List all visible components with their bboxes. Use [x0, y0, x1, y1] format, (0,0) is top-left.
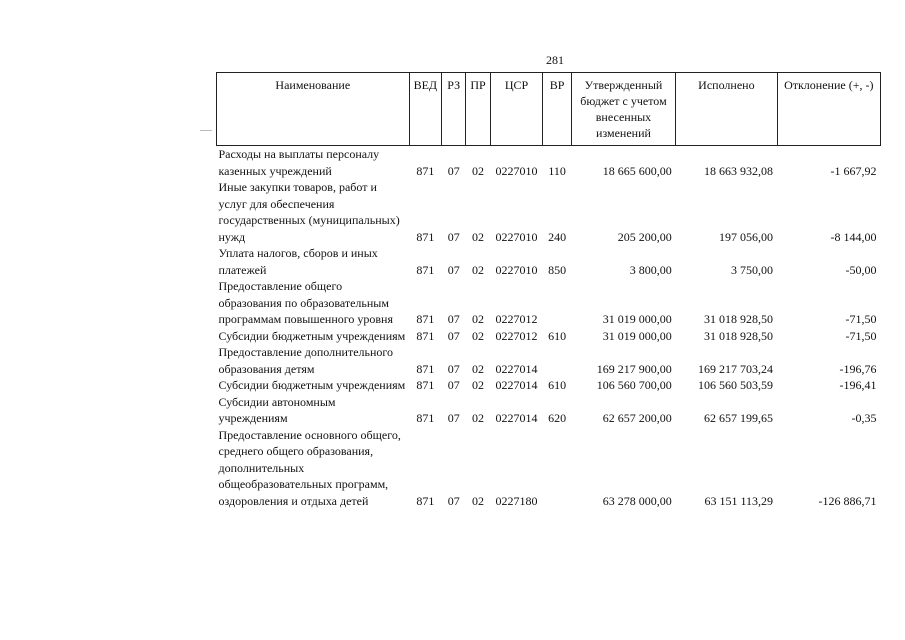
cell-rz: 07 — [447, 378, 460, 392]
header-executed: Исполнено — [676, 73, 777, 146]
cell-ved: 871 — [416, 229, 435, 244]
table-row — [217, 427, 881, 510]
cell-pr: 02 — [472, 229, 485, 244]
cell-vr — [543, 278, 571, 328]
cell-executed: 3 750,00 — [731, 262, 774, 277]
cell-ved: 871 — [416, 378, 435, 392]
cell-approved: 169 217 900,00 — [596, 361, 672, 376]
cell-vr: 240 — [548, 229, 567, 244]
cell-csr: 0227180 — [495, 493, 538, 508]
cell-pr: 02 — [472, 328, 485, 343]
cell-name: Субсидии бюджетным учреждениям — [218, 328, 406, 343]
header-rz: РЗ — [442, 73, 466, 146]
cell-executed: 63 151 113,29 — [704, 493, 774, 508]
cell-approved: 18 665 600,00 — [602, 163, 672, 178]
cell-ved: 871 — [416, 163, 435, 178]
cell-csr: 0227014 — [495, 411, 538, 425]
cell-deviation: -8 144,00 — [830, 229, 877, 244]
cell-executed: 31 018 928,50 — [704, 312, 774, 326]
cell-csr: 0227010 — [495, 163, 538, 178]
cell-approved: 3 800,00 — [629, 262, 672, 277]
cell-ved: 871 — [416, 262, 435, 277]
cell-deviation: -0,35 — [851, 411, 877, 425]
page-number: 281 — [546, 53, 564, 67]
header-vr: ВР — [543, 73, 571, 146]
cell-pr: 02 — [472, 163, 485, 178]
cell-vr: 850 — [548, 262, 567, 277]
cell-name: Иные закупки товаров, работ и услуг для обеспечения государственных (муниципальных) нужд — [218, 180, 400, 244]
cell-approved: 31 019 000,00 — [602, 312, 672, 326]
cell-rz: 07 — [447, 229, 460, 244]
cell-vr: 620 — [548, 411, 567, 425]
header-ved: ВЕД — [409, 73, 441, 146]
cell-vr: 110 — [548, 163, 566, 178]
cell-rz: 07 — [447, 361, 460, 376]
cell-vr: 610 — [548, 378, 567, 392]
cell-approved: 62 657 200,00 — [602, 411, 672, 425]
cell-ved: 871 — [416, 411, 435, 425]
cell-name: Уплата налогов, сборов и иных платежей — [218, 246, 378, 277]
cell-deviation: -71,50 — [845, 328, 877, 343]
cell-name: Расходы на выплаты персоналу казенных учреждений — [218, 147, 380, 178]
cell-name: Предоставление дополнительного образования детям — [218, 345, 394, 376]
cell-approved: 106 560 700,00 — [596, 378, 672, 392]
cell-csr: 0227014 — [495, 378, 538, 392]
cell-executed: 169 217 703,24 — [698, 361, 774, 376]
cell-csr: 0227010 — [495, 262, 538, 277]
cell-pr: 02 — [472, 361, 485, 376]
cell-rz: 07 — [447, 411, 460, 425]
table-row — [217, 179, 881, 245]
cell-name: Субсидии автономным учреждениям — [218, 394, 336, 425]
cell-pr: 02 — [472, 378, 485, 392]
cell-pr: 02 — [472, 411, 485, 425]
cell-executed: 31 018 928,50 — [704, 328, 774, 343]
cell-deviation: -196,76 — [839, 361, 877, 376]
cell-vr — [543, 427, 571, 510]
table-row — [217, 278, 881, 328]
cell-executed: 106 560 503,59 — [698, 378, 774, 392]
cell-vr — [543, 344, 571, 377]
cell-ved: 871 — [416, 361, 435, 376]
cell-csr: 0227014 — [495, 361, 538, 376]
cell-name: Предоставление общего образования по образовательным программам повышенного уровня — [218, 279, 393, 326]
cell-rz: 07 — [447, 312, 460, 326]
cell-csr: 0227012 — [495, 328, 538, 343]
cell-deviation: -126 886,71 — [818, 493, 877, 508]
cell-executed: 197 056,00 — [719, 229, 774, 244]
table-header-row — [217, 73, 881, 146]
budget-execution-table — [216, 72, 881, 509]
table-row — [217, 328, 881, 345]
cell-ved: 871 — [416, 493, 435, 508]
table-row — [217, 245, 881, 278]
cell-ved: 871 — [416, 328, 435, 343]
cell-deviation: -1 667,92 — [830, 163, 877, 178]
cell-pr: 02 — [472, 262, 485, 277]
table-row — [217, 377, 881, 394]
cell-approved: 205 200,00 — [617, 229, 672, 244]
cell-ved: 871 — [416, 312, 435, 326]
cell-pr: 02 — [472, 493, 485, 508]
cell-deviation: -50,00 — [845, 262, 877, 277]
cell-vr: 610 — [548, 328, 567, 343]
table-row — [217, 146, 881, 180]
header-pr: ПР — [466, 73, 490, 146]
cell-name: Предоставление основного общего, среднего общего образования, дополнительных общеобразовательных программ, оздоровления и отдыха детей — [218, 427, 401, 508]
cell-executed: 62 657 199,65 — [704, 411, 774, 425]
cell-executed: 18 663 932,08 — [704, 163, 774, 178]
cell-deviation: -71,50 — [845, 312, 877, 326]
table-row — [217, 344, 881, 377]
cell-rz: 07 — [447, 328, 460, 343]
cell-rz: 07 — [447, 163, 460, 178]
table-row — [217, 394, 881, 427]
cell-deviation: -196,41 — [839, 378, 877, 392]
cell-pr: 02 — [472, 312, 485, 326]
scan-mark — [200, 130, 212, 131]
header-deviation: Отклонение (+, -) — [777, 73, 880, 146]
header-csr: ЦСР — [490, 73, 543, 146]
header-name: Наименование — [217, 73, 410, 146]
cell-csr: 0227010 — [495, 229, 538, 244]
cell-approved: 31 019 000,00 — [602, 328, 672, 343]
cell-rz: 07 — [447, 262, 460, 277]
cell-csr: 0227012 — [495, 312, 538, 326]
cell-approved: 63 278 000,00 — [602, 493, 672, 508]
cell-name: Субсидии бюджетным учреждениям — [218, 378, 406, 392]
header-approved-budget: Утвержденный бюджет с учетом внесенных изменений — [571, 73, 675, 146]
cell-rz: 07 — [447, 493, 460, 508]
